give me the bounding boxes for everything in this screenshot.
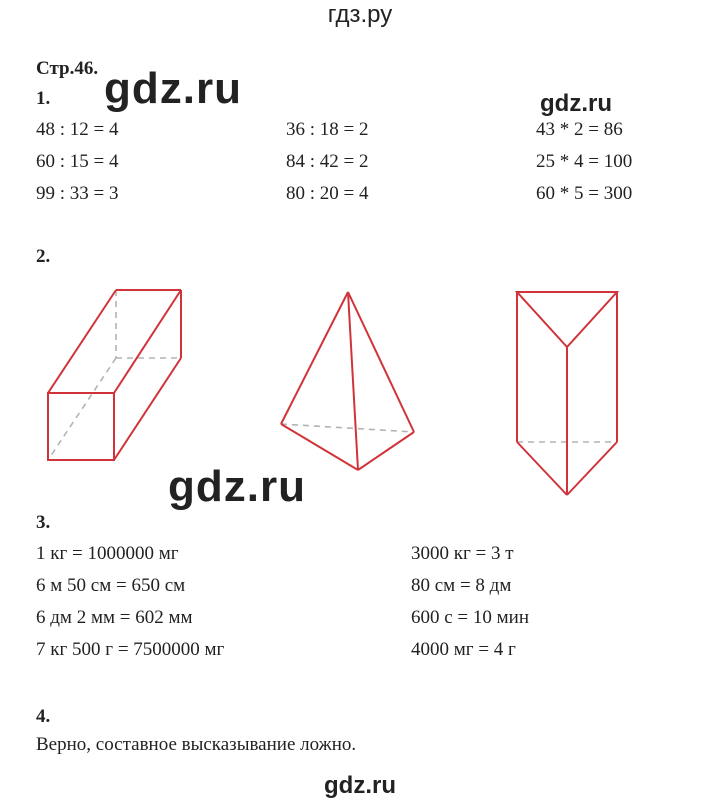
task1-number: 1. bbox=[36, 88, 51, 109]
pyramid bbox=[281, 292, 414, 470]
task3-col2 bbox=[411, 542, 529, 662]
equation: 99 : 33 = 3 bbox=[36, 183, 119, 204]
watermark-small-1: gdz.ru bbox=[540, 90, 612, 117]
equation: 60 : 15 = 4 bbox=[36, 151, 119, 172]
conversion: 6 м 50 см = 650 см bbox=[36, 575, 186, 596]
pyramid-hidden-edge bbox=[281, 424, 414, 432]
equation: 36 : 18 = 2 bbox=[286, 119, 369, 140]
rectangular-prism bbox=[48, 290, 181, 460]
equation: 60 * 5 = 300 bbox=[536, 183, 633, 204]
equation: 84 : 42 = 2 bbox=[286, 151, 369, 172]
equation: 43 * 2 = 86 bbox=[536, 119, 623, 140]
conversion: 4000 мг = 4 г bbox=[411, 639, 516, 660]
triangular-prism-visible-edges bbox=[517, 292, 617, 495]
conversion: 6 дм 2 мм = 602 мм bbox=[36, 607, 193, 628]
task3-number: 3. bbox=[36, 512, 51, 533]
prism-visible-edges bbox=[48, 290, 181, 460]
equation: 80 : 20 = 4 bbox=[286, 183, 369, 204]
equation: 25 * 4 = 100 bbox=[536, 151, 633, 172]
watermark-bottom: gdz.ru bbox=[324, 772, 396, 799]
conversion: 600 с = 10 мин bbox=[411, 607, 530, 628]
watermark-big-2: gdz.ru bbox=[168, 462, 306, 511]
triangular-prism bbox=[517, 292, 617, 495]
watermark-top: гдз.ру bbox=[327, 1, 393, 28]
conversion: 1 кг = 1000000 мг bbox=[36, 543, 179, 564]
equation: 48 : 12 = 4 bbox=[36, 119, 119, 140]
watermark-big-1: gdz.ru bbox=[104, 64, 242, 113]
conversion: 80 см = 8 дм bbox=[411, 575, 512, 596]
conversion: 3000 кг = 3 т bbox=[411, 543, 514, 564]
task4-answer: Верно, составное высказывание ложно. bbox=[36, 734, 357, 755]
page-heading: Стр.46. bbox=[36, 58, 99, 79]
pyramid-visible-edges bbox=[281, 292, 414, 470]
task2-number: 2. bbox=[36, 246, 51, 267]
conversion: 7 кг 500 г = 7500000 мг bbox=[36, 639, 225, 660]
task4-number: 4. bbox=[36, 706, 51, 727]
task3-col1 bbox=[36, 542, 224, 662]
